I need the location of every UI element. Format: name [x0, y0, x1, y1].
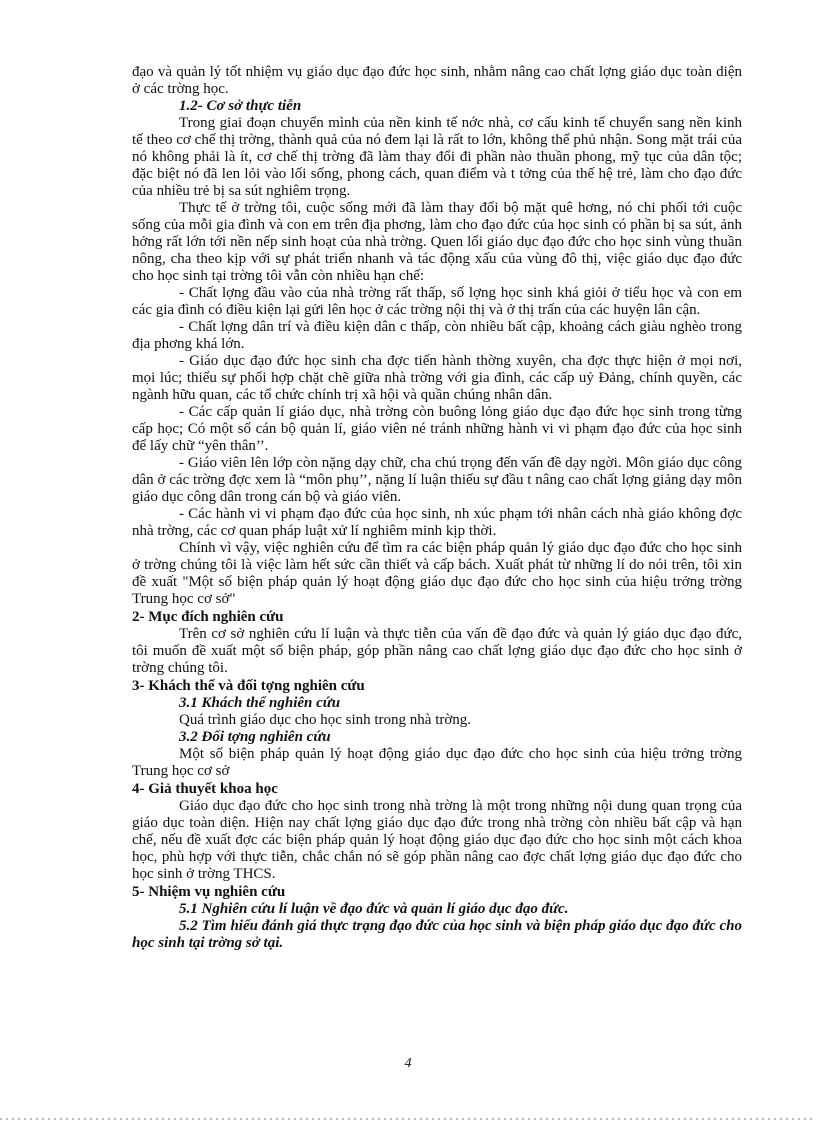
- list-item-education-level: - Chất lợng dân trí và điều kiện dân c thấp, còn nhiều bất cập, khoảng cách giàu nghèo trong địa phơng khá lớn.: [132, 319, 742, 352]
- paragraph-object: Quá trình giáo dục cho học sinh trong nhà trờng.: [179, 712, 472, 728]
- list-item-management: - Các cấp quản lí giáo dục, nhà trờng còn buông lỏng giáo dục đạo đức học sinh trong từng cấp học; Có một số cán bộ quản lí, giáo viên né tránh những hành vi vi phạm đạo đức của học sinh để lấy chữ “yên thân’’.: [132, 404, 742, 454]
- section-heading-3-2: 3.2 Đối tợng nghiên cứu: [179, 729, 331, 745]
- list-item-violations: - Các hành vi vi phạm đạo đức của học sinh, nh xúc phạm tới nhân cách nhà giáo không đợc nhà trờng, các cơ quan pháp luật xử lí nghiêm minh kịp thời.: [132, 506, 742, 539]
- section-heading-4: 4- Giả thuyết khoa học: [132, 781, 278, 797]
- paragraph-school-reality: Thực tế ở trờng tôi, cuộc sống mới đã làm thay đổi bộ mặt quê hơng, nó chi phối tới cuộc sống của mỗi gia đình và con em trên địa phơng, làm cho đạo đức của học sinh có phần bị sa sút, ảnh hởng rất lớn tới nền nếp sinh hoạt của nhà trờng. Quen lối giáo dục đạo đức cho học sinh vùng thuần nông, cha theo kịp với sự phát triển nhanh và tác động xấu của vùng đô thị, việc giáo dục đạo đức cho học sinh tại trờng tôi vẫn còn nhiều hạn chế:: [132, 200, 742, 284]
- list-item-teachers: - Giáo viên lên lớp còn nặng dạy chữ, cha chú trọng đến vấn đề dạy ngời. Môn giáo dục công dân ở các trờng đợc xem là “môn phụ’’, nặng lí luận thiếu sự đầu t nâng cao chất lợng giảng dạy môn giáo dục công dân trong cán bộ và giáo viên.: [132, 455, 742, 505]
- task-item-5-2: 5.2 Tìm hiểu đánh giá thực trạng đạo đức của học sinh và biện pháp giáo dục đạo đức cho học sinh tại trờng sở tại.: [132, 918, 742, 951]
- paragraph-hypothesis: Giáo dục đạo đức cho học sinh trong nhà trờng là một trong những nội dung quan trọng của giáo dục toàn diện. Hiện nay chất lợng giáo dục đạo đức trong nhà trờng còn nhiều bất cập và hạn chế, nếu đề xuất đợc các biện pháp quản lý hoạt động giáo dục đạo đức cho học sinh một cách khoa học, phù hợp với thực tiễn, chắc chắn nó sẽ góp phần nâng cao đợc chất lợng giáo dục đạo đức cho học sinh ở trờng THCS.: [132, 798, 742, 882]
- task-item-5-1: 5.1 Nghiên cứu lí luận về đạo đức và quản lí giáo dục đạo đức.: [179, 901, 569, 917]
- page-number: 4: [404, 1056, 412, 1071]
- page-bottom-border: [0, 1118, 816, 1120]
- section-heading-2: 2- Mục đích nghiên cứu: [132, 609, 284, 625]
- paragraph-continuation: đạo và quản lý tốt nhiệm vụ giáo dục đạo đức học sinh, nhằm nâng cao chất lợng giáo dục toàn diện ở các trờng học.: [132, 64, 742, 97]
- section-heading-3-1: 3.1 Khách thể nghiên cứu: [179, 695, 341, 711]
- paragraph-conclusion: Chính vì vậy, việc nghiên cứu để tìm ra các biện pháp quản lý giáo dục đạo đức cho học sinh ở trờng chúng tôi là việc làm hết sức cần thiết và cấp bách. Xuất phát từ những lí do nói trên, tôi xin đề xuất "Một số biện pháp quản lý hoạt động giáo dục đạo đức cho học sinh của hiệu trởng trờng Trung học cơ sở": [132, 540, 742, 607]
- section-heading-1-2: 1.2- Cơ sở thực tiễn: [179, 98, 302, 114]
- section-heading-3: 3- Khách thể và đối tợng nghiên cứu: [132, 678, 365, 694]
- section-heading-5: 5- Nhiệm vụ nghiên cứu: [132, 884, 286, 900]
- list-item-input-quality: - Chất lợng đầu vào của nhà trờng rất thấp, số lợng học sinh khá giỏi ở tiểu học và con em các gia đình có điều kiện lại gửi lên học ở các trờng nội thị và ở thị trấn của các huyện lân cận.: [132, 285, 742, 318]
- paragraph-market-economy: Trong giai đoạn chuyển mình của nền kinh tế nớc nhà, cơ cấu kinh tế chuyển sang nền kinh tế theo cơ chế thị trờng, thành quả của nó đem lại là rất to lớn, không thể phủ nhận. Song mặt trái của nó không phải là ít, cơ chế thị trờng đã làm thay đổi đi phần nào thuần phong, mỹ tục của dân tộc; đặc biệt nó đã len lỏi vào lối sống, phong cách, quan điểm và t tởng của thế hệ trẻ, làm cho đạo đức của nhiều trẻ bị sa sút nghiêm trọng.: [132, 115, 742, 199]
- paragraph-subject: Một số biện pháp quản lý hoạt động giáo dục đạo đức cho học sinh của hiệu trởng trờng Trung học cơ sở: [132, 746, 742, 779]
- text-column: [132, 64, 742, 952]
- list-item-coordination: - Giáo dục đạo đức học sinh cha đợc tiến hành thờng xuyên, cha đợc thực hiện ở mọi nơi, mọi lúc; thiếu sự phối hợp chặt chẽ giữa nhà trờng với gia đình, các cấp uỷ Đảng, chính quyền, các ngành hữu quan, các tổ chức chính trị xã hội và quần chúng nhân dân.: [132, 353, 742, 403]
- paragraph-purpose: Trên cơ sở nghiên cứu lí luận và thực tiễn của vấn đề đạo đức và quản lý giáo dục đạo đức, tôi muốn đề xuất một số biện pháp, góp phần nâng cao chất lợng giáo dục đạo đức cho học sinh ở trờng chúng tôi.: [132, 626, 742, 676]
